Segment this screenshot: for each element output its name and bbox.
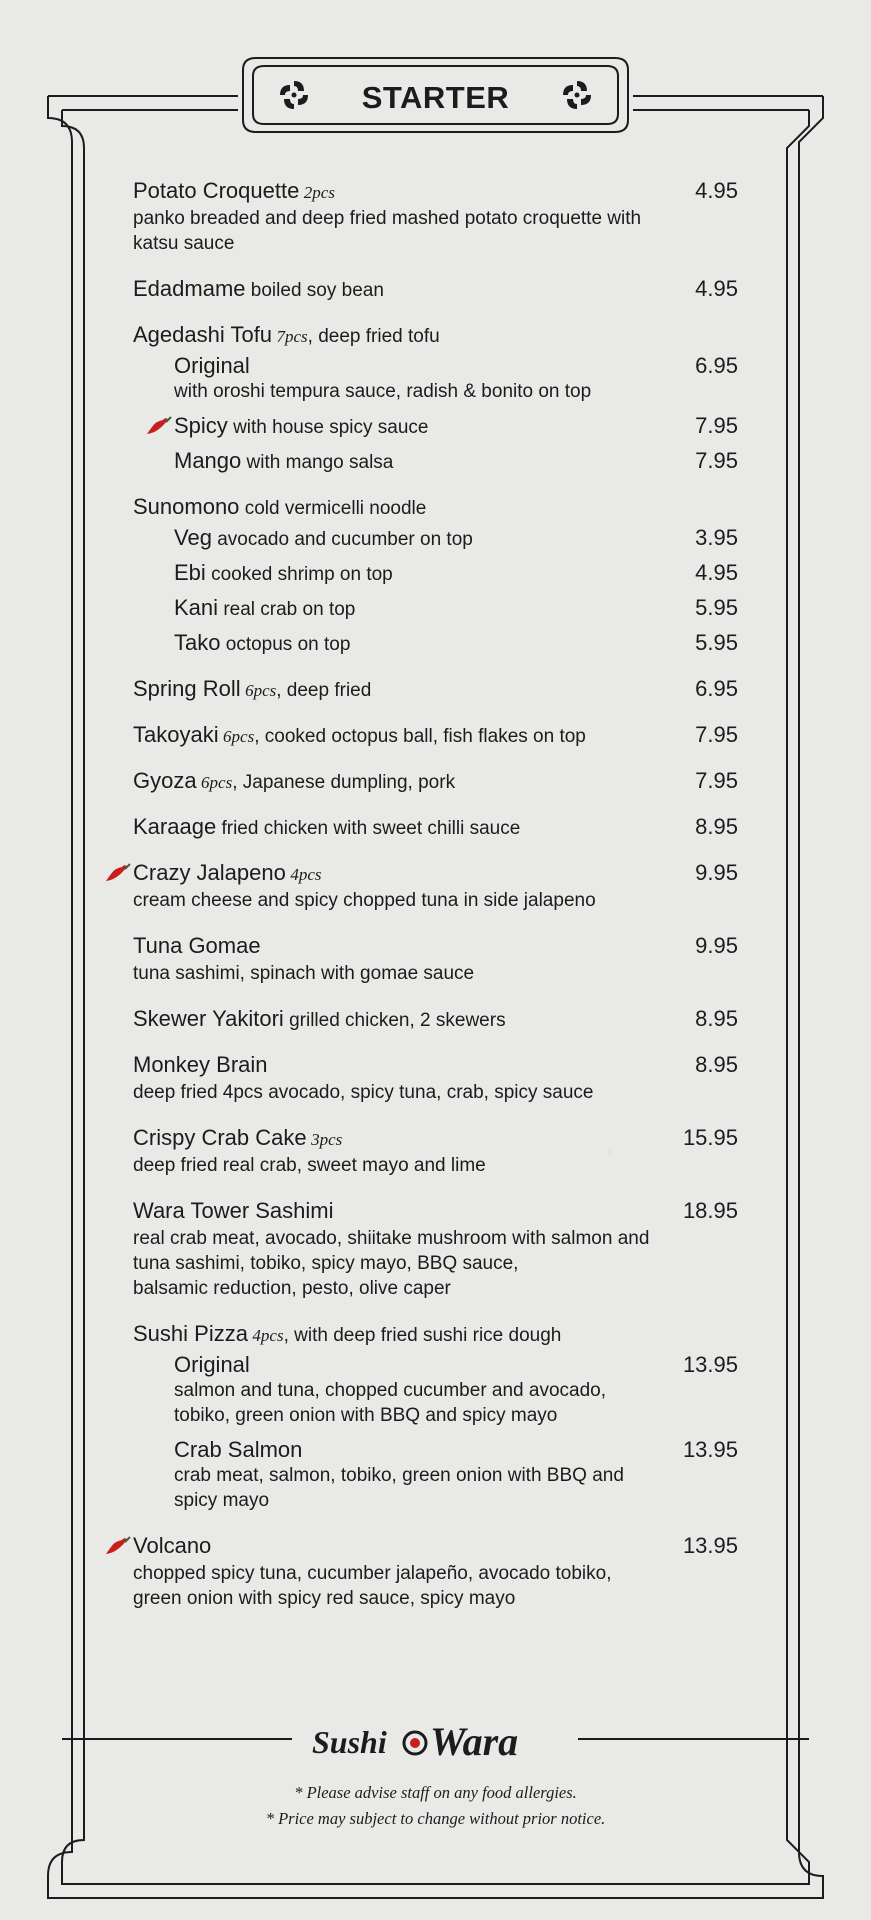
menu-variant xyxy=(174,525,738,551)
item-name: Sunomono xyxy=(133,494,240,519)
section-title: STARTER xyxy=(361,80,510,115)
description-line: tuna sashimi, spinach with gomae sauce xyxy=(133,963,475,984)
menu-variant xyxy=(174,560,738,586)
sushi-wara-logo xyxy=(300,1708,570,1778)
item-description xyxy=(133,888,738,913)
item-note: with mango salsa xyxy=(241,452,394,473)
description-line: deep fried 4pcs avocado, spicy tuna, crab, spicy sauce xyxy=(133,1082,594,1103)
item-price: 5.95 xyxy=(695,630,738,655)
item-quantity: 4pcs xyxy=(252,1326,284,1345)
menu-list xyxy=(133,178,738,1631)
variant-row xyxy=(174,560,738,586)
item-price: 8.95 xyxy=(695,1006,738,1031)
item-price: 4.95 xyxy=(695,178,738,203)
item-name: Spring Roll xyxy=(133,676,241,701)
variant-list xyxy=(174,353,738,474)
item-price: 13.95 xyxy=(682,1352,738,1377)
item-price: 18.95 xyxy=(682,1198,738,1223)
item-row xyxy=(133,1125,738,1151)
menu-item xyxy=(133,276,738,302)
item-price: 9.95 xyxy=(695,933,738,958)
menu-item xyxy=(133,178,738,256)
menu-variant xyxy=(174,413,738,439)
item-description xyxy=(174,1463,738,1513)
item-description xyxy=(133,1153,738,1178)
item-row xyxy=(133,860,738,886)
allergy-note: * Please advise staff on any food allergies. xyxy=(294,1783,577,1802)
menu-variant xyxy=(174,353,738,404)
item-name: Potato Croquette xyxy=(133,178,300,203)
item-description xyxy=(174,379,738,404)
item-quantity: 3pcs xyxy=(311,1130,343,1149)
item-name: Crab Salmon xyxy=(174,1437,303,1462)
svg-text:Wara: Wara xyxy=(430,1719,519,1764)
item-name: Skewer Yakitori xyxy=(133,1006,284,1031)
menu-item xyxy=(133,933,738,986)
item-row xyxy=(133,276,738,302)
item-price: 4.95 xyxy=(695,276,738,301)
description-line: with oroshi tempura sauce, radish & bonito on top xyxy=(174,381,592,402)
item-note: with house spicy sauce xyxy=(227,417,429,438)
item-description xyxy=(133,1561,738,1611)
description-line: salmon and tuna, chopped cucumber and avocado, xyxy=(174,1380,607,1401)
variant-row xyxy=(174,595,738,621)
menu-item xyxy=(133,1533,738,1611)
item-quantity: 2pcs xyxy=(303,183,335,202)
description-line: cream cheese and spicy chopped tuna in side jalapeno xyxy=(133,890,596,911)
variant-row xyxy=(174,1437,738,1463)
menu-item xyxy=(133,860,738,913)
item-note: boiled soy bean xyxy=(245,280,384,301)
item-price: 13.95 xyxy=(682,1533,738,1558)
description-line: real crab meat, avocado, shiitake mushroom with salmon and xyxy=(133,1228,650,1249)
menu-variant xyxy=(174,630,738,656)
description-line: balsamic reduction, pesto, olive caper xyxy=(133,1278,451,1299)
item-note: , deep fried xyxy=(276,680,372,701)
item-note: grilled chicken, 2 skewers xyxy=(283,1010,506,1031)
item-note: , Japanese dumpling, pork xyxy=(232,772,456,793)
description-line: panko breaded and deep fried mashed potato croquette with xyxy=(133,208,642,229)
item-row xyxy=(133,722,738,748)
item-name: Spicy xyxy=(174,413,228,438)
item-description xyxy=(133,961,738,986)
item-row xyxy=(133,768,738,794)
item-row xyxy=(133,676,738,702)
item-name: Original xyxy=(174,1352,250,1377)
menu-variant xyxy=(174,448,738,474)
item-note: avocado and cucumber on top xyxy=(211,529,473,550)
item-price: 6.95 xyxy=(695,353,738,378)
item-price: 5.95 xyxy=(695,595,738,620)
item-name: Takoyaki xyxy=(133,722,219,747)
item-name: Crispy Crab Cake xyxy=(133,1125,307,1150)
item-name: Crazy Jalapeno xyxy=(133,860,286,885)
menu-item xyxy=(133,676,738,702)
variant-list xyxy=(174,525,738,656)
item-description xyxy=(133,1080,738,1105)
item-description xyxy=(133,206,738,256)
description-line: deep fried real crab, sweet mayo and lime xyxy=(133,1155,486,1176)
svg-text:Sushi: Sushi xyxy=(312,1724,387,1760)
menu-item xyxy=(133,1006,738,1032)
item-price: 15.95 xyxy=(682,1125,738,1150)
item-row xyxy=(133,814,738,840)
item-price: 8.95 xyxy=(695,1052,738,1077)
item-price: 13.95 xyxy=(682,1437,738,1462)
variant-row xyxy=(174,630,738,656)
item-note: octopus on top xyxy=(220,634,351,655)
item-price: 9.95 xyxy=(695,860,738,885)
variant-row xyxy=(174,413,738,439)
item-note: cold vermicelli noodle xyxy=(239,498,427,519)
description-line: spicy mayo xyxy=(174,1490,270,1511)
menu-item xyxy=(133,722,738,748)
chili-pepper-icon xyxy=(105,863,131,883)
item-note: , cooked octopus ball, fish flakes on top xyxy=(254,726,586,747)
item-name: Tako xyxy=(174,630,221,655)
item-description xyxy=(133,1226,738,1301)
variant-row xyxy=(174,525,738,551)
chili-pepper-icon xyxy=(146,416,172,436)
item-name: Original xyxy=(174,353,250,378)
item-row xyxy=(133,1198,738,1224)
item-price: 7.95 xyxy=(695,722,738,747)
variant-list xyxy=(174,1352,738,1513)
item-name: Gyoza xyxy=(133,768,197,793)
item-description xyxy=(174,1378,738,1428)
menu-variant xyxy=(174,595,738,621)
menu-item xyxy=(133,814,738,840)
menu-item xyxy=(133,1125,738,1178)
item-name: Edadmame xyxy=(133,276,246,301)
item-note: real crab on top xyxy=(218,599,356,620)
item-price: 7.95 xyxy=(695,413,738,438)
item-name: Volcano xyxy=(133,1533,212,1558)
item-quantity: 6pcs xyxy=(245,681,277,700)
footer-notes xyxy=(0,1780,871,1832)
item-name: Karaage xyxy=(133,814,217,839)
item-price: 8.95 xyxy=(695,814,738,839)
item-row xyxy=(133,1052,738,1078)
description-line: tobiko, green onion with BBQ and spicy mayo xyxy=(174,1405,558,1426)
description-line: crab meat, salmon, tobiko, green onion with BBQ and xyxy=(174,1465,624,1486)
variant-row xyxy=(174,353,738,379)
item-price: 4.95 xyxy=(695,560,738,585)
item-row xyxy=(133,178,738,204)
item-name: Tuna Gomae xyxy=(133,933,261,958)
description-line: katsu sauce xyxy=(133,233,235,254)
menu-item xyxy=(133,1052,738,1105)
description-line: tuna sashimi, tobiko, spicy mayo, BBQ sauce, xyxy=(133,1253,519,1274)
price-note: * Price may subject to change without prior notice. xyxy=(265,1809,606,1828)
item-price: 7.95 xyxy=(695,768,738,793)
item-quantity: 6pcs xyxy=(201,773,233,792)
item-price: 3.95 xyxy=(695,525,738,550)
item-price: 6.95 xyxy=(695,676,738,701)
item-quantity: 7pcs xyxy=(276,327,308,346)
item-note: , deep fried tofu xyxy=(307,326,440,347)
variant-row xyxy=(174,1352,738,1378)
item-row xyxy=(133,933,738,959)
menu-variant xyxy=(174,1352,738,1428)
item-name: Agedashi Tofu xyxy=(133,322,273,347)
item-row xyxy=(133,1006,738,1032)
description-line: chopped spicy tuna, cucumber jalapeño, avocado tobiko, xyxy=(133,1563,612,1584)
item-price: 7.95 xyxy=(695,448,738,473)
item-row xyxy=(133,322,738,348)
menu-item xyxy=(133,494,738,656)
menu-item xyxy=(133,768,738,794)
item-row xyxy=(133,1321,738,1347)
menu-item xyxy=(133,1321,738,1513)
item-row xyxy=(133,494,738,520)
item-note: fried chicken with sweet chilli sauce xyxy=(216,818,521,839)
item-name: Sushi Pizza xyxy=(133,1321,248,1346)
item-row xyxy=(133,1533,738,1559)
menu-item xyxy=(133,1198,738,1301)
item-note: , with deep fried sushi rice dough xyxy=(283,1325,562,1346)
item-name: Kani xyxy=(174,595,219,620)
item-name: Ebi xyxy=(174,560,206,585)
description-line: green onion with spicy red sauce, spicy mayo xyxy=(133,1588,516,1609)
menu-item xyxy=(133,322,738,474)
item-quantity: 6pcs xyxy=(223,727,255,746)
item-name: Monkey Brain xyxy=(133,1052,268,1077)
variant-row xyxy=(174,448,738,474)
item-name: Wara Tower Sashimi xyxy=(133,1198,334,1223)
item-name: Mango xyxy=(174,448,242,473)
item-note: cooked shrimp on top xyxy=(205,564,393,585)
item-quantity: 4pcs xyxy=(290,865,322,884)
menu-variant xyxy=(174,1437,738,1513)
chili-pepper-icon xyxy=(105,1536,131,1556)
item-name: Veg xyxy=(174,525,212,550)
